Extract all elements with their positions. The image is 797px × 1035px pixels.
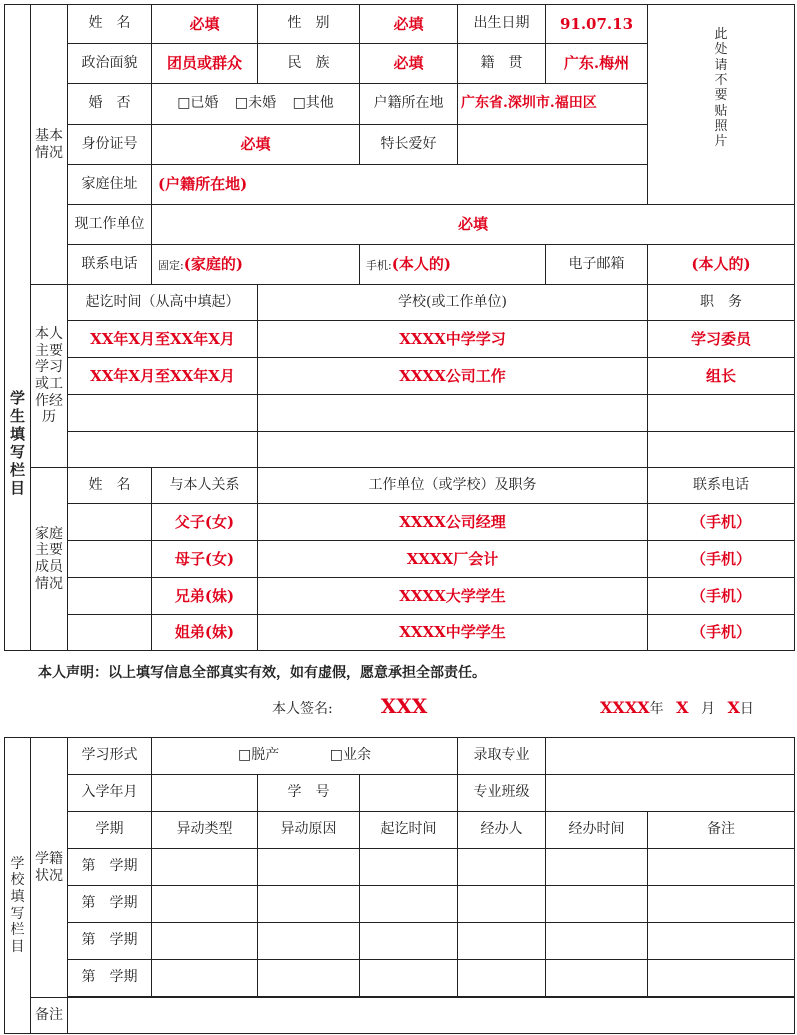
student-section-label: 学生 填写 栏目 [5,5,31,651]
change-period-cell[interactable] [360,886,458,923]
name-field[interactable]: 必填 [152,5,258,44]
signature-date [600,698,754,718]
change-notes-cell[interactable] [648,886,795,923]
family-header-work: 工作单位（或学校）及职务 [258,468,648,504]
mobile-field[interactable] [360,245,546,285]
change-reason-cell[interactable] [258,923,360,960]
landline-field[interactable] [152,245,360,285]
date-month-unit: 月 [700,701,715,717]
change-type-cell[interactable] [152,923,258,960]
unmarried-checkbox[interactable]: □未婚 [234,95,277,112]
history-position-cell[interactable] [648,395,795,432]
marital-label: 婚 否 [68,84,152,125]
id-number-label: 身份证号 [68,125,152,165]
change-type-cell[interactable] [152,960,258,997]
table-row [5,358,795,395]
history-school-cell[interactable] [258,432,648,468]
declaration-text: 本人声明：以上填写信息全部真实有效，如有虚假，愿意承担全部责任。 [38,665,486,681]
student-info-table [4,4,795,651]
history-position-cell[interactable] [648,432,795,468]
landline-value: (家庭的) [183,254,243,273]
enroll-date-label: 入学年月 [68,775,152,812]
change-header-term: 学期 [68,812,152,849]
change-header-handled-time: 经办时间 [546,812,648,849]
basic-info-label: 基本 情况 [31,5,68,285]
change-handler-cell[interactable] [458,923,546,960]
history-period-cell[interactable]: XX年X月至XX年X月 [68,321,258,358]
phone-label: 联系电话 [68,245,152,285]
politics-field[interactable]: 团员或群众 [152,44,258,84]
school-section-label: 学校 填写 栏目 [5,738,31,1034]
parttime-checkbox[interactable]: □业余 [329,747,371,764]
family-relation-cell[interactable]: 母子(女) [152,541,258,578]
id-number-field[interactable]: 必填 [152,125,360,165]
history-header-school: 学校(或工作单位) [258,285,648,321]
study-form-label: 学习形式 [68,738,152,775]
native-place-label: 籍 贯 [458,44,546,84]
mobile-prefix: 手机: [366,258,392,272]
gender-field[interactable]: 必填 [360,5,458,44]
status-label: 学籍 状况 [31,738,68,998]
history-school-cell[interactable] [258,395,648,432]
change-handled-time-cell[interactable] [546,960,648,997]
table-row [5,395,795,432]
table-row [5,960,795,997]
history-period-cell[interactable]: XX年X月至XX年X月 [68,358,258,395]
family-name-cell[interactable] [68,541,152,578]
change-type-cell[interactable] [152,886,258,923]
family-header-phone: 联系电话 [648,468,795,504]
family-relation-cell[interactable]: 父子(女) [152,504,258,541]
history-period-cell[interactable] [68,432,258,468]
family-work-cell[interactable]: XXXX厂会计 [258,541,648,578]
address-label: 家庭住址 [68,165,152,205]
table-row [5,432,795,468]
family-phone-cell[interactable]: （手机） [648,578,795,615]
family-header-name: 姓 名 [68,468,152,504]
family-phone-cell[interactable]: （手机） [648,541,795,578]
change-period-cell[interactable] [360,849,458,886]
hobby-label: 特长爱好 [360,125,458,165]
change-period-cell[interactable] [360,923,458,960]
study-form-options [152,738,458,775]
politics-label: 政治面貌 [68,44,152,84]
family-name-cell[interactable] [68,504,152,541]
family-name-cell[interactable] [68,615,152,651]
change-type-cell[interactable] [152,849,258,886]
change-handled-time-cell[interactable] [546,923,648,960]
address-field[interactable]: (户籍所在地) [152,165,648,205]
hukou-field[interactable]: 广东省.深圳市.福田区 [458,84,648,125]
history-school-cell[interactable]: XXXX中学学习 [258,321,648,358]
other-checkbox[interactable]: □其他 [292,95,334,112]
workplace-label: 现工作单位 [68,205,152,245]
history-school-cell[interactable]: XXXX公司工作 [258,358,648,395]
history-label: 本人 主要 学习 或工 作经 历 [31,285,68,468]
table-row [5,321,795,358]
table-row [5,923,795,960]
date-month[interactable]: X [676,698,689,717]
history-header-position: 职 务 [648,285,795,321]
table-row [5,615,795,651]
term-cell: 第 学期 [68,849,152,886]
mobile-value: (本人的) [391,254,451,273]
student-no-field[interactable] [360,775,458,812]
signature-line [272,694,427,718]
ethnicity-label: 民 族 [258,44,360,84]
ethnicity-field[interactable]: 必填 [360,44,458,84]
change-notes-cell[interactable] [648,960,795,997]
major-label: 录取专业 [458,738,546,775]
date-year-unit: 年 [649,701,664,717]
workplace-field[interactable]: 必填 [152,205,795,245]
change-period-cell[interactable] [360,960,458,997]
date-year[interactable]: XXXX [600,698,650,717]
family-work-cell[interactable]: XXXX中学学生 [258,615,648,651]
hobby-field[interactable] [458,125,648,165]
signature-label: 本人签名: [272,701,333,717]
change-reason-cell[interactable] [258,960,360,997]
table-row [5,541,795,578]
school-info-table [4,737,795,1034]
change-notes-cell[interactable] [648,849,795,886]
change-handler-cell[interactable] [458,849,546,886]
remarks-label: 备注 [31,998,68,1034]
history-position-cell[interactable]: 学习委员 [648,321,795,358]
change-header-reason: 异动原因 [258,812,360,849]
fulltime-checkbox[interactable]: □脱产 [238,747,280,764]
birth-date-field[interactable]: 91.07.13 [546,5,648,44]
table-row [5,886,795,923]
term-cell: 第 学期 [68,923,152,960]
native-place-field[interactable]: 广东.梅州 [546,44,648,84]
family-work-cell[interactable]: XXXX公司经理 [258,504,648,541]
married-checkbox[interactable]: □已婚 [177,95,219,112]
table-row [5,849,795,886]
email-label: 电子邮箱 [546,245,648,285]
gender-label: 性 别 [258,5,360,44]
birth-date-label: 出生日期 [458,5,546,44]
date-day[interactable]: X [727,698,740,717]
enroll-date-field[interactable] [152,775,258,812]
change-notes-cell[interactable] [648,923,795,960]
family-relation-cell[interactable]: 姐弟(妹) [152,615,258,651]
change-handler-cell[interactable] [458,886,546,923]
family-phone-cell[interactable]: （手机） [648,615,795,651]
family-name-cell[interactable] [68,578,152,615]
major-field[interactable] [546,738,795,775]
hukou-label: 户籍所在地 [360,84,458,125]
change-handler-cell[interactable] [458,960,546,997]
marital-options [152,84,360,125]
photo-area: 此 处 请 不 要 贴 照 片 [648,5,795,205]
table-row [5,578,795,615]
history-period-cell[interactable] [68,395,258,432]
table-row [5,504,795,541]
family-label: 家庭 主要 成员 情况 [31,468,68,651]
name-label: 姓 名 [68,5,152,44]
change-header-type: 异动类型 [152,812,258,849]
history-position-cell[interactable]: 组长 [648,358,795,395]
term-cell: 第 学期 [68,886,152,923]
email-field[interactable]: (本人的) [648,245,795,285]
date-day-unit: 日 [739,701,754,717]
student-no-label: 学 号 [258,775,360,812]
class-field[interactable] [546,775,795,812]
term-cell: 第 学期 [68,960,152,997]
change-reason-cell[interactable] [258,886,360,923]
change-header-handler: 经办人 [458,812,546,849]
class-label: 专业班级 [458,775,546,812]
change-reason-cell[interactable] [258,849,360,886]
landline-prefix: 固定: [158,258,184,272]
family-relation-cell[interactable]: 兄弟(妹) [152,578,258,615]
change-header-notes: 备注 [648,812,795,849]
change-header-period: 起讫时间 [360,812,458,849]
remarks-field[interactable] [68,998,795,1034]
family-header-relation: 与本人关系 [152,468,258,504]
change-handled-time-cell[interactable] [546,849,648,886]
change-handled-time-cell[interactable] [546,886,648,923]
family-work-cell[interactable]: XXXX大学学生 [258,578,648,615]
history-header-period: 起讫时间（从高中填起） [68,285,258,321]
signature-field[interactable]: XXX [380,694,428,718]
family-phone-cell[interactable]: （手机） [648,504,795,541]
